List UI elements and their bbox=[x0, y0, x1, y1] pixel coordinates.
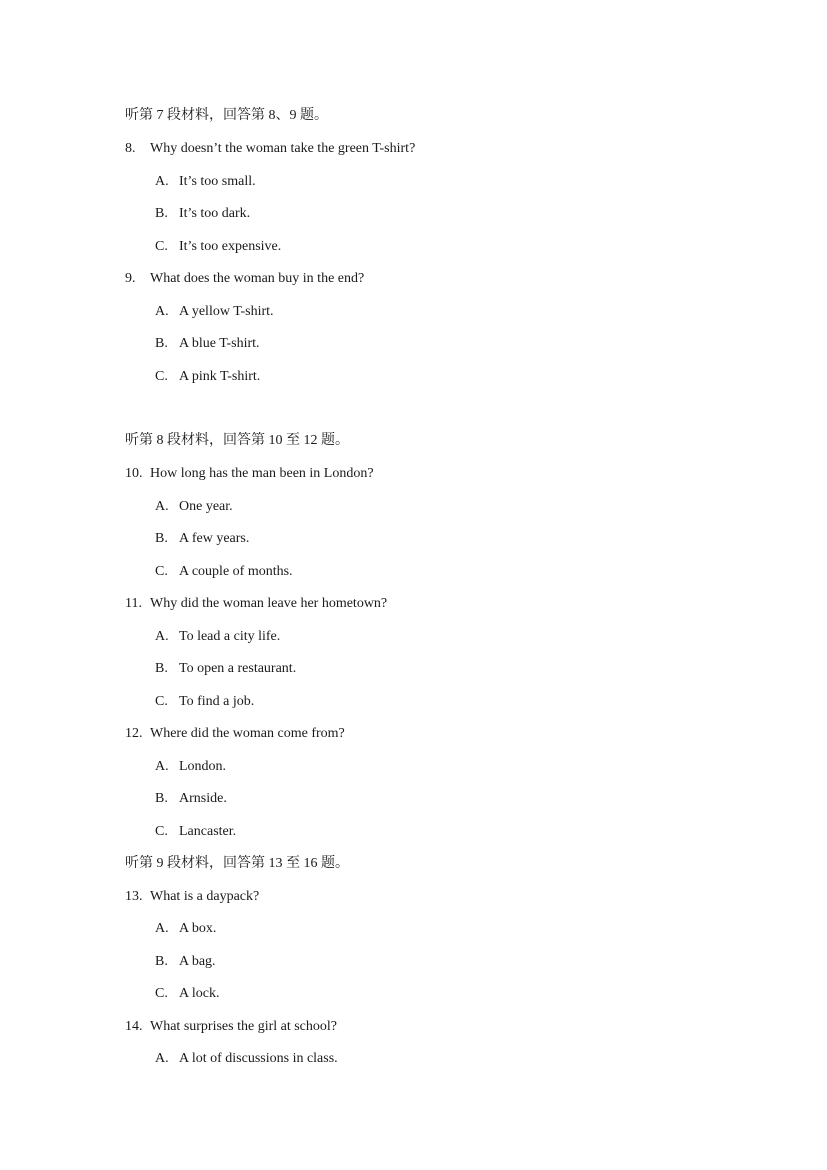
question-number: 8. bbox=[125, 141, 136, 156]
question-text: What surprises the girl at school? bbox=[150, 1019, 338, 1034]
option-letter: B. bbox=[155, 791, 168, 806]
option-text: It’s too expensive. bbox=[179, 239, 282, 254]
option-letter: C. bbox=[155, 239, 168, 254]
question-number: 11. bbox=[125, 596, 142, 611]
option-letter: C. bbox=[155, 986, 168, 1001]
option-text: A pink T-shirt. bbox=[179, 369, 261, 384]
option-letter: B. bbox=[155, 206, 168, 221]
section-heading-9: 听第 9 段材料，回答第 13 至 16 题。 bbox=[125, 856, 349, 871]
option-text: A few years. bbox=[179, 531, 250, 546]
option-text: A blue T-shirt. bbox=[179, 336, 260, 351]
option-text: A yellow T-shirt. bbox=[179, 304, 274, 319]
option-text: It’s too dark. bbox=[179, 206, 251, 221]
option-text: Arnside. bbox=[179, 791, 227, 806]
question-text: How long has the man been in London? bbox=[150, 466, 374, 481]
option-text: A lot of discussions in class. bbox=[179, 1051, 338, 1066]
question-number: 14. bbox=[125, 1019, 143, 1034]
option-text: London. bbox=[179, 759, 227, 774]
option-letter: B. bbox=[155, 531, 168, 546]
question-text: Where did the woman come from? bbox=[150, 726, 345, 741]
option-letter: A. bbox=[155, 174, 169, 189]
question-text: Why doesn’t the woman take the green T-shirt? bbox=[150, 141, 416, 156]
option-text: One year. bbox=[179, 499, 233, 514]
option-letter: A. bbox=[155, 1051, 169, 1066]
option-text: A box. bbox=[179, 921, 217, 936]
question-number: 9. bbox=[125, 271, 136, 286]
question-text: What is a daypack? bbox=[150, 889, 260, 904]
option-letter: A. bbox=[155, 304, 169, 319]
question-text: Why did the woman leave her hometown? bbox=[150, 596, 388, 611]
option-letter: A. bbox=[155, 499, 169, 514]
option-text: To open a restaurant. bbox=[179, 661, 297, 676]
question-number: 13. bbox=[125, 889, 143, 904]
section-heading-8: 听第 8 段材料，回答第 10 至 12 题。 bbox=[125, 433, 349, 448]
option-letter: B. bbox=[155, 661, 168, 676]
section-heading-7: 听第 7 段材料，回答第 8、9 题。 bbox=[125, 108, 328, 123]
option-letter: A. bbox=[155, 759, 169, 774]
option-text: A couple of months. bbox=[179, 564, 293, 579]
question-number: 10. bbox=[125, 466, 143, 481]
option-text: To find a job. bbox=[179, 694, 255, 709]
option-letter: C. bbox=[155, 369, 168, 384]
option-letter: C. bbox=[155, 824, 168, 839]
option-text: It’s too small. bbox=[179, 174, 256, 189]
option-letter: C. bbox=[155, 564, 168, 579]
option-text: To lead a city life. bbox=[179, 629, 281, 644]
option-text: A bag. bbox=[179, 954, 216, 969]
option-letter: B. bbox=[155, 954, 168, 969]
option-letter: A. bbox=[155, 921, 169, 936]
option-letter: A. bbox=[155, 629, 169, 644]
option-letter: C. bbox=[155, 694, 168, 709]
option-text: A lock. bbox=[179, 986, 220, 1001]
option-letter: B. bbox=[155, 336, 168, 351]
option-text: Lancaster. bbox=[179, 824, 237, 839]
question-number: 12. bbox=[125, 726, 143, 741]
question-text: What does the woman buy in the end? bbox=[150, 271, 365, 286]
